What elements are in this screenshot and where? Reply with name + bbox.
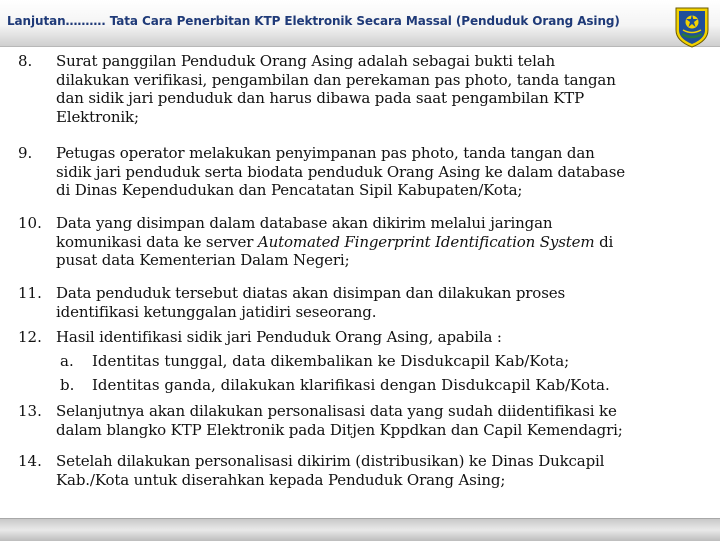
sub-item-letter: a. bbox=[60, 352, 74, 370]
item-line: Surat panggilan Penduduk Orang Asing adalah sebagai bukti telah bbox=[56, 52, 556, 70]
item-text: di bbox=[594, 232, 614, 251]
ministry-emblem-icon bbox=[670, 4, 714, 48]
item-line: Data penduduk tersebut diatas akan disimpan dan dilakukan proses bbox=[56, 284, 566, 302]
item-line: Hasil identifikasi sidik jari Penduduk Orang Asing, apabila : bbox=[56, 328, 502, 346]
slide-header bbox=[0, 0, 720, 47]
item-line: dalam blangko KTP Elektronik pada Ditjen Kppdkan dan Capil Kemendagri; bbox=[56, 420, 623, 439]
sub-item-text: Identitas tunggal, data dikembalikan ke Disdukcapil Kab/Kota; bbox=[92, 352, 570, 370]
item-number: 11. bbox=[18, 284, 42, 302]
item-line: sidik jari penduduk serta biodata penduduk Orang Asing ke dalam database bbox=[56, 162, 625, 181]
item-line: Elektronik; bbox=[56, 107, 139, 126]
item-line: dan sidik jari penduduk dan harus dibawa pada saat pengambilan KTP bbox=[56, 89, 585, 108]
item-line: Setelah dilakukan personalisasi dikirim (distribusikan) ke Dinas Dukcapil bbox=[56, 452, 605, 470]
item-line: Petugas operator melakukan penyimpanan pas photo, tanda tangan dan bbox=[56, 144, 595, 162]
item-line: Kab./Kota untuk diserahkan kepada Penduduk Orang Asing; bbox=[56, 470, 506, 489]
footer-bar bbox=[0, 518, 720, 541]
item-number: 10. bbox=[18, 214, 42, 232]
item-text: komunikasi data ke server bbox=[56, 232, 258, 251]
item-line: identifikasi ketunggalan jatidiri seseorang. bbox=[56, 302, 377, 321]
item-line: di Dinas Kependudukan dan Pencatatan Sipil Kabupaten/Kota; bbox=[56, 181, 523, 200]
item-line: Selanjutnya akan dilakukan personalisasi data yang sudah diidentifikasi ke bbox=[56, 402, 617, 420]
item-line: dilakukan verifikasi, pengambilan dan perekaman pas photo, tanda tangan bbox=[56, 70, 616, 89]
item-number: 8. bbox=[18, 52, 33, 70]
sub-item-text: Identitas ganda, dilakukan klarifikasi dengan Disdukcapil Kab/Kota. bbox=[92, 376, 610, 394]
item-line: Data yang disimpan dalam database akan dikirim melalui jaringan bbox=[56, 214, 553, 232]
slide-title: Lanjutan………. Tata Cara Penerbitan KTP Elektronik Secara Massal (Penduduk Orang Asing) bbox=[7, 14, 620, 28]
item-number: 14. bbox=[18, 452, 42, 470]
afis-italic-text: Automated Fingerprint Identification System bbox=[257, 232, 595, 251]
item-number: 12. bbox=[18, 328, 42, 346]
item-line: pusat data Kementerian Dalam Negeri; bbox=[56, 251, 350, 270]
sub-item-letter: b. bbox=[60, 376, 75, 394]
item-number: 9. bbox=[18, 144, 33, 162]
item-line bbox=[56, 233, 716, 252]
item-number: 13. bbox=[18, 402, 42, 420]
